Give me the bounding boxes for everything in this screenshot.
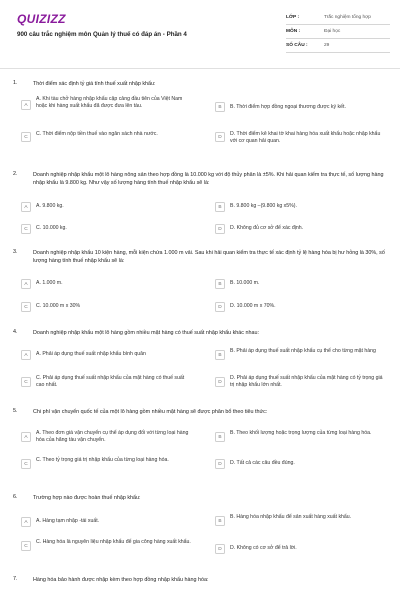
meta-value: 29 (324, 43, 330, 48)
option-letter-box[interactable]: D (215, 224, 225, 234)
option-text: B. 10.000 m. (230, 280, 260, 286)
question-1 (13, 80, 389, 160)
option-text: A. 1.000 m. (36, 280, 63, 286)
option-c[interactable] (21, 539, 193, 551)
option-b[interactable] (215, 279, 387, 289)
option-letter-box[interactable]: D (215, 302, 225, 312)
question-text: Chi phí vận chuyển quốc tế của một lô hàng gồm nhiều mặt hàng sẽ được phân bổ theo tiêu thức: (33, 409, 268, 415)
question-7 (13, 576, 389, 596)
meta-label: MÔN : (286, 29, 301, 34)
option-text: B. Theo khối lượng hoặc trọng lượng của từng loại hàng hóa. (230, 430, 372, 436)
option-d[interactable] (215, 544, 387, 554)
option-letter-box[interactable]: C (21, 132, 31, 142)
option-letter-box[interactable]: B (215, 516, 225, 526)
option-text: B. Hàng hóa nhập khẩu để sản xuất hàng xuất khẩu. (230, 514, 352, 520)
option-letter-box[interactable]: C (21, 302, 31, 312)
question-3 (13, 249, 389, 319)
option-letter-box[interactable]: C (21, 541, 31, 551)
option-a[interactable] (21, 279, 193, 289)
question-number: 5. (13, 408, 18, 414)
option-b[interactable] (215, 514, 387, 526)
header (0, 0, 400, 68)
option-b[interactable] (215, 430, 387, 442)
option-text: B. Phải áp dụng thuế suất nhập khẩu cụ thể cho từng mặt hàng (230, 348, 376, 354)
option-letter-box[interactable]: A (21, 279, 31, 289)
option-letter-box[interactable]: D (215, 544, 225, 554)
option-letter-box[interactable]: B (215, 279, 225, 289)
option-d[interactable] (215, 131, 387, 145)
option-text: C. 10.000 kg. (36, 225, 67, 231)
question-4 (13, 329, 389, 404)
option-d[interactable] (215, 375, 387, 389)
option-letter-box[interactable]: C (21, 377, 31, 387)
question-text: Doanh nghiệp nhập khẩu 10 kiện hàng, mỗi kiện chứa 1.000 m vải. Sau khi hải quan kiểm tra thực tế xác định tỷ lệ hàng hóa bị hư hỏng là 30%, số lượng hàng tính thuế nhập khẩu sẽ là: (33, 250, 385, 265)
option-letter-box[interactable]: A (21, 350, 31, 360)
question-text: Thời điểm xác định tỷ giá tính thuế xuất nhập khẩu: (33, 81, 156, 87)
option-c[interactable] (21, 457, 193, 469)
option-d[interactable] (215, 302, 387, 312)
option-text: D. Không đủ cơ sở để xác định. (230, 225, 304, 231)
option-text: C. Thời điểm nộp tiền thuế vào ngân sách nhà nước. (36, 131, 158, 137)
question-text: Hàng hóa bảo hành được nhập kèm theo hợp đồng nhập khẩu hàng hóa: (33, 577, 209, 583)
option-c[interactable] (21, 224, 193, 234)
option-letter-box[interactable]: D (215, 132, 225, 142)
option-c[interactable] (21, 302, 193, 312)
option-b[interactable] (215, 104, 387, 112)
page-title: 900 câu trắc nghiệm môn Quản lý thuế có đáp án - Phần 4 (17, 31, 187, 38)
option-text: B. Thời điểm hợp đồng ngoại thương được ký kết. (230, 104, 346, 110)
option-letter-box[interactable]: C (21, 459, 31, 469)
question-text: Doanh nghiệp nhập khẩu một lô hàng gồm nhiều mặt hàng có thuế suất nhập khẩu khác nhau: (33, 330, 259, 336)
question-number: 6. (13, 494, 18, 500)
option-letter-box[interactable]: D (215, 459, 225, 469)
option-letter-box[interactable]: A (21, 517, 31, 527)
option-text: A. Theo đơn giá vận chuyển cụ thể áp dụng đối với từng loại hàng hóa của hãng tàu vận chuyển. (36, 430, 189, 444)
option-text: A. Khi tàu chở hàng nhập khẩu cập cảng đầu tiên của Việt Nam hoặc khi hàng xuất khẩu đã được đưa lên tàu. (36, 96, 183, 110)
option-letter-box[interactable]: B (215, 350, 225, 360)
option-text: A. Phải áp dụng thuế suất nhập khẩu bình quân (36, 351, 146, 357)
option-b[interactable] (215, 348, 387, 360)
question-2 (13, 171, 389, 241)
option-text: A. 9.800 kg. (36, 203, 64, 209)
option-d[interactable] (215, 224, 387, 234)
option-text: D. 10.000 m x 70%. (230, 303, 276, 309)
header-divider (0, 68, 400, 69)
option-text: D. Không có cơ sở để trả lời. (230, 545, 297, 551)
meta-row-subject (286, 25, 390, 39)
option-letter-box[interactable]: B (215, 102, 225, 112)
meta-label: LỚP : (286, 15, 300, 20)
option-a[interactable] (21, 517, 193, 527)
option-letter-box[interactable]: A (21, 100, 31, 110)
option-text: D. Thời điểm kê khai tờ khai hàng hóa xuất khẩu hoặc nhập khẩu với cơ quan hải quan. (230, 131, 381, 145)
option-c[interactable] (21, 131, 193, 142)
option-text: B. 9.800 kg –(9.800 kg x5%). (230, 203, 297, 209)
option-d[interactable] (215, 459, 387, 469)
meta-row-count (286, 39, 390, 53)
question-number: 7. (13, 576, 18, 582)
question-number: 4. (13, 329, 18, 335)
option-text: D. Tất cả các câu đều đúng. (230, 460, 295, 466)
option-a[interactable] (21, 96, 193, 110)
meta-value: Trắc nghiệm tổng hợp (324, 15, 371, 20)
option-text: D. Phải áp dụng thuế suất nhập khẩu của mặt hàng có tỷ trọng giá trị nhập khẩu lớn nhất. (230, 375, 383, 389)
option-letter-box[interactable]: D (215, 377, 225, 387)
option-c[interactable] (21, 375, 193, 389)
option-letter-box[interactable]: B (215, 432, 225, 442)
option-letter-box[interactable]: A (21, 432, 31, 442)
option-text: C. Hàng hóa là nguyên liệu nhập khẩu để gia công hàng xuất khẩu. (36, 539, 191, 545)
meta-info (286, 11, 390, 53)
meta-value: Đại học (324, 29, 341, 34)
option-a[interactable] (21, 430, 193, 444)
quizizz-logo: QUIZIZZ (17, 12, 66, 26)
meta-row-class (286, 11, 390, 25)
question-text: Trường hợp nào được hoàn thuế nhập khẩu: (33, 495, 141, 501)
option-text: C. Phải áp dụng thuế suất nhập khẩu của mặt hàng có thuế suất cao nhất. (36, 375, 185, 389)
option-letter-box[interactable]: C (21, 224, 31, 234)
meta-label: SỐ CÂU : (286, 43, 308, 48)
option-letter-box[interactable]: B (215, 202, 225, 212)
option-a[interactable] (21, 351, 193, 360)
question-number: 2. (13, 171, 18, 177)
question-number: 1. (13, 80, 18, 86)
option-a[interactable] (21, 202, 193, 212)
option-letter-box[interactable]: A (21, 202, 31, 212)
question-number: 3. (13, 249, 18, 255)
question-text: Doanh nghiệp nhập khẩu một lô hàng nông sản theo hợp đồng là 10.000 kg với độ thủy phân là ±5%. Khi hải quan kiểm tra thực tế, số lượng hàng nhập khẩu là 9.800 kg. Như vậy số lượng hàng tính thuế nhập khẩu sẽ là: (33, 172, 384, 187)
option-b[interactable] (215, 202, 387, 212)
question-6 (13, 494, 389, 569)
question-5 (13, 408, 389, 483)
option-text: C. Theo tỷ trọng giá trị nhập khẩu của từng loại hàng hóa. (36, 457, 169, 463)
option-text: C. 10.000 m x 30% (36, 303, 81, 309)
option-text: A. Hàng tạm nhập -tái xuất. (36, 518, 100, 524)
